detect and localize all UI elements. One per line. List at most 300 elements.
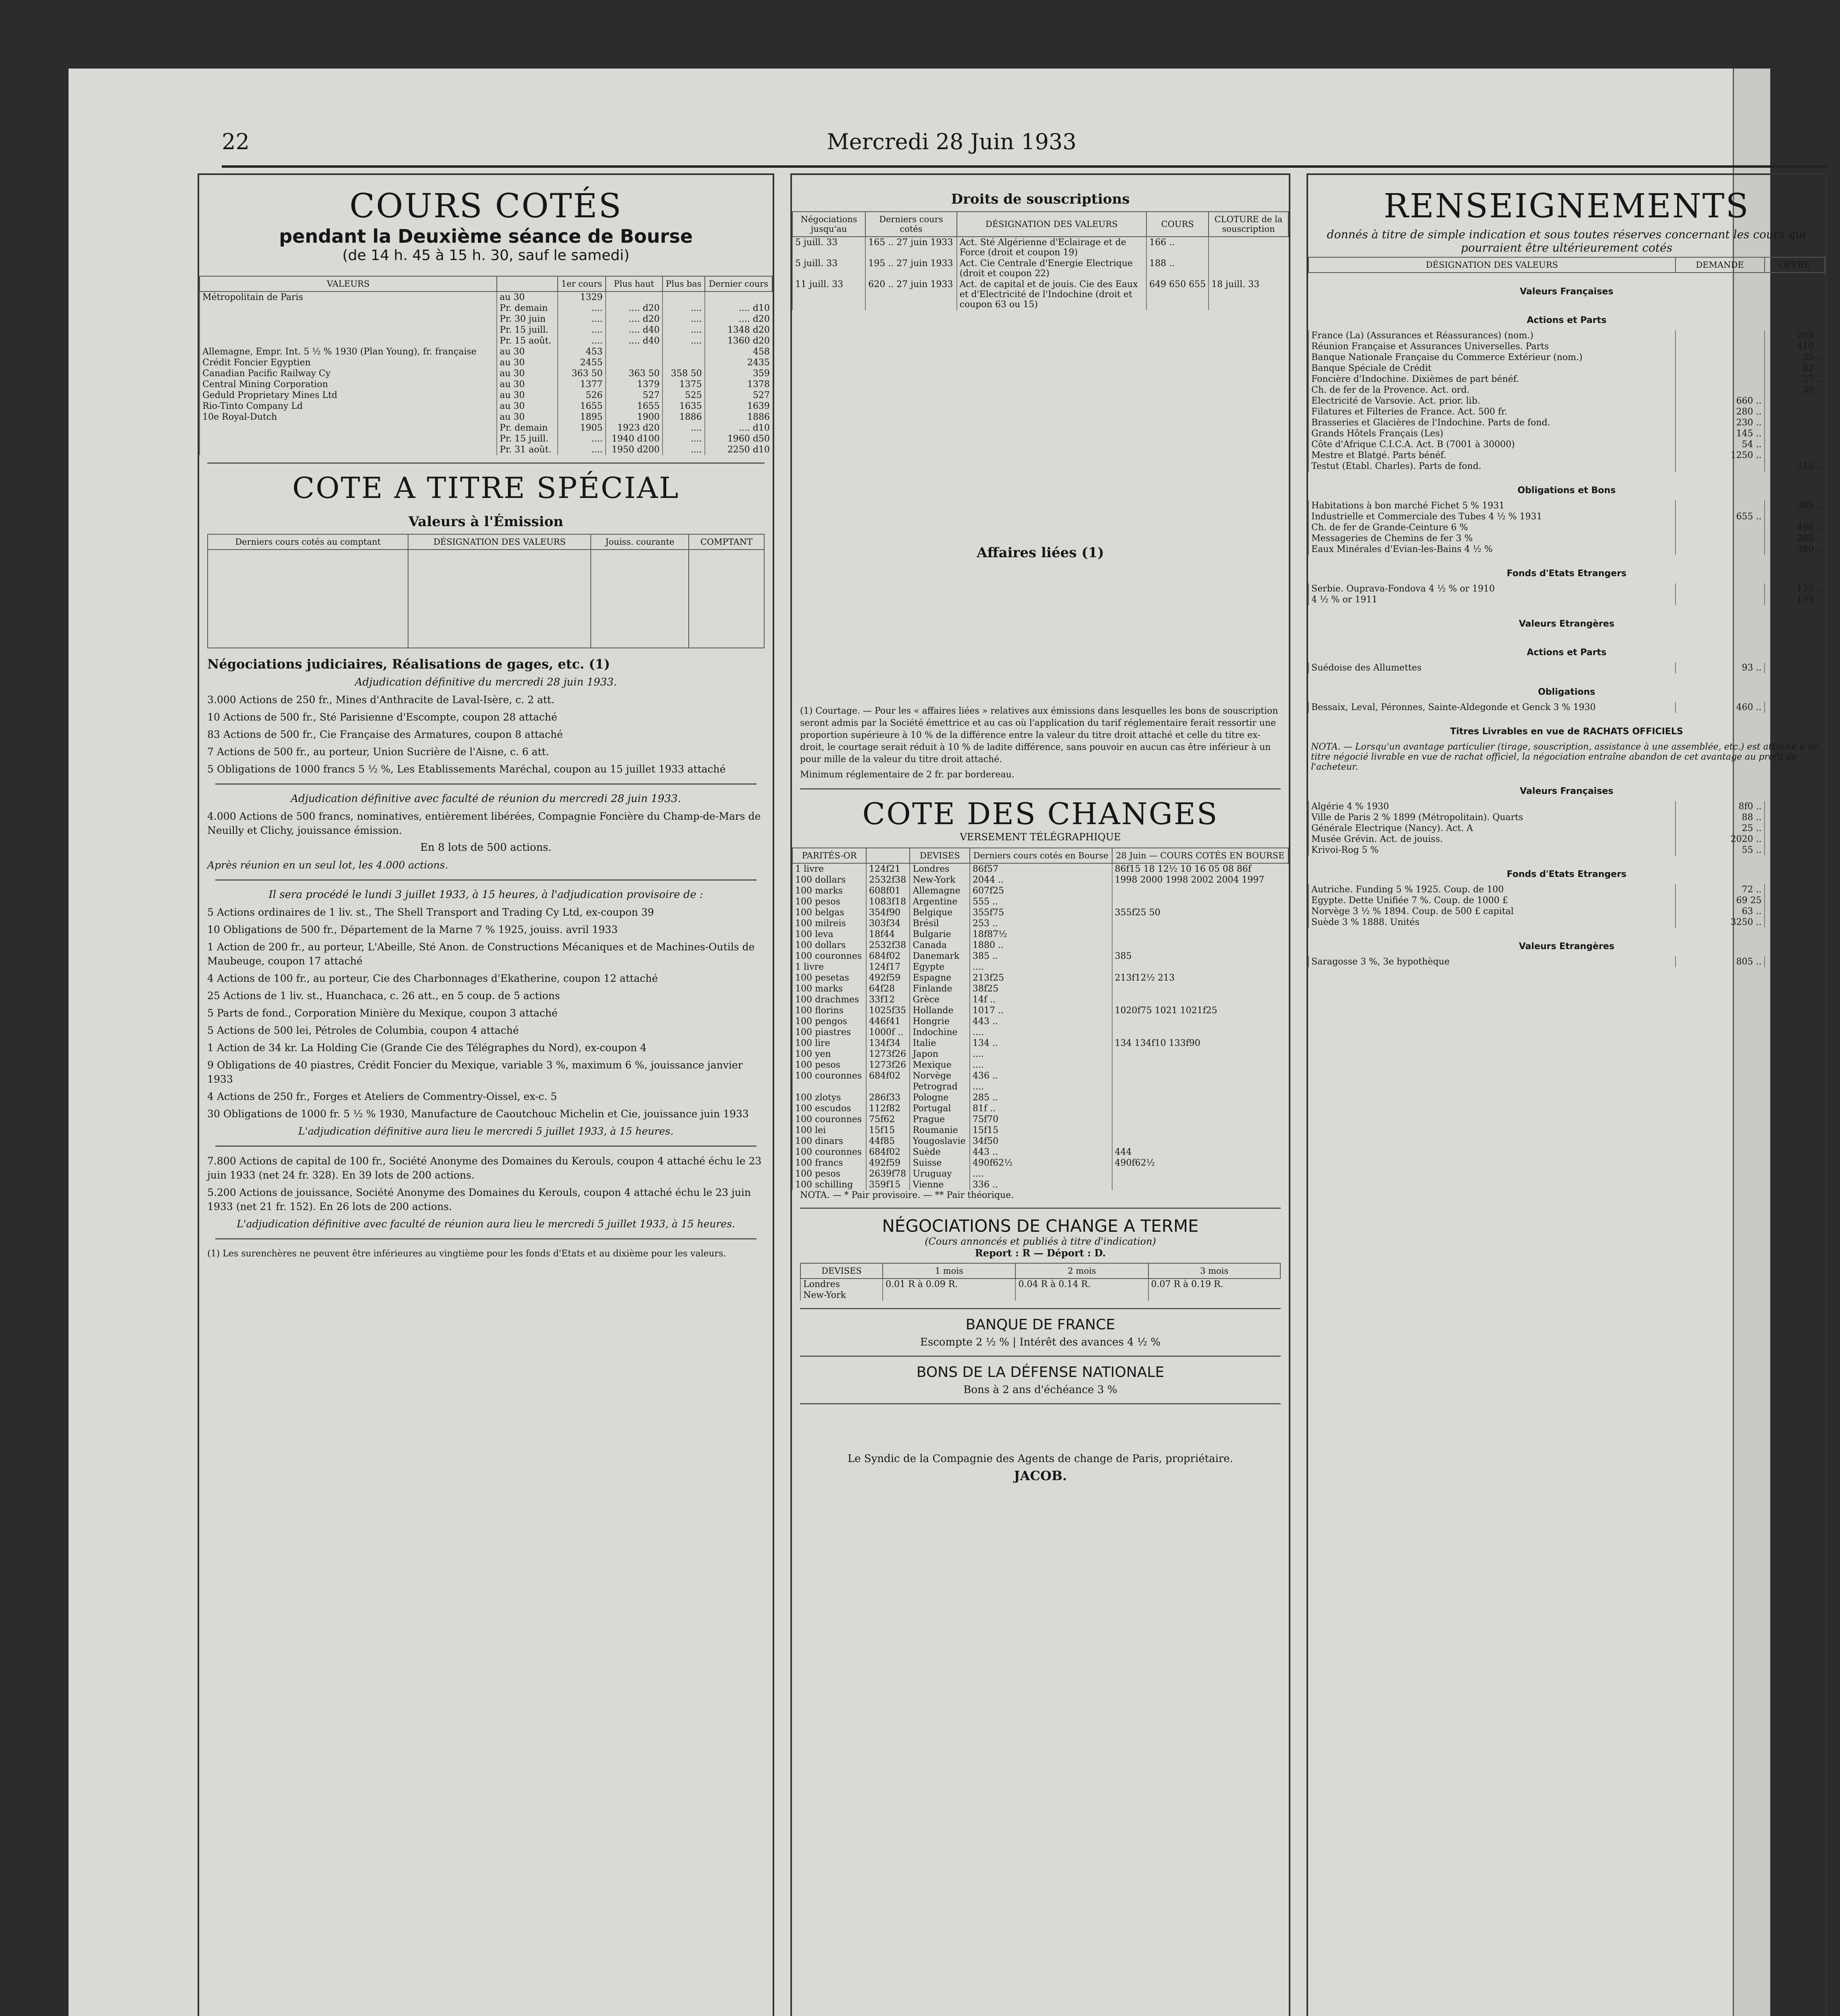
renseignements-cell: 25 ..	[1675, 823, 1765, 834]
affaires-liees-title: Affaires liées (1)	[977, 545, 1104, 561]
renseignements-cell: France (La) (Assurances et Réassurances) (nom.)	[1309, 330, 1675, 341]
changes-cell: 1 livre	[792, 962, 866, 973]
changes-cell: Grèce	[910, 994, 969, 1005]
changes-cell: 385	[1112, 951, 1288, 962]
divider	[800, 788, 1281, 789]
droits-cell: 620 .. 27 juin 1933	[865, 279, 956, 310]
changes-cell: 355f25 50	[1112, 907, 1288, 918]
cours-cotes-cell: ....	[558, 444, 605, 455]
changes-row	[792, 1005, 1288, 1016]
renseignements-cell: 660 ..	[1675, 396, 1765, 406]
changes-row	[792, 885, 1288, 896]
changes-cell: 1880 ..	[970, 940, 1112, 951]
cours-cotes-cell: 2455	[558, 357, 605, 368]
changes-cell: 34f50	[970, 1136, 1112, 1147]
renseignements-row	[1309, 956, 1825, 967]
renseignements-row	[1309, 662, 1825, 673]
renseignements-row	[1309, 439, 1825, 450]
cours-cotes-cell: 527	[705, 390, 772, 401]
cours-cotes-cell: ....	[663, 444, 705, 455]
cours-cotes-cell	[200, 325, 497, 335]
changes-cell	[1112, 1016, 1288, 1027]
renseignements-row	[1309, 884, 1825, 895]
terme-cell: 0.07 R à 0.19 R.	[1148, 1279, 1280, 1290]
renseignements-row	[1309, 823, 1825, 834]
renseignements-title: RENSEIGNEMENTS	[1384, 187, 1750, 225]
cours-cotes-cell: Pr. 31 août.	[497, 444, 558, 455]
changes-cell: 86f57	[970, 863, 1112, 875]
cours-cotes-cell: au 30	[497, 346, 558, 357]
changes-cell: 100 belgas	[792, 907, 866, 918]
cours-cotes-cell	[200, 444, 497, 455]
renseignements-cell	[1765, 895, 1825, 906]
renseignements-row	[1309, 511, 1825, 522]
cours-cotes-cell: .... d20	[606, 314, 663, 325]
cours-cotes-cell: au 30	[497, 379, 558, 390]
changes-cell: 443 ..	[970, 1016, 1112, 1027]
column-renseignements	[1307, 173, 1827, 2016]
terme-header-0: DEVISES	[800, 1263, 883, 1279]
changes-cell: 1017 ..	[970, 1005, 1112, 1016]
changes-cell	[1112, 896, 1288, 907]
renseignements-cell: Autriche. Funding 5 % 1925. Coup. de 100	[1309, 884, 1675, 895]
cours-cotes-cell: au 30	[497, 390, 558, 401]
renseignements-row	[1309, 583, 1825, 594]
changes-cell: Yougoslavie	[910, 1136, 969, 1147]
changes-cell: 33f12	[866, 994, 910, 1005]
masthead	[222, 129, 1682, 161]
changes-row	[792, 962, 1288, 973]
cours-cotes-header-5: Dernier cours	[705, 276, 772, 292]
changes-row	[792, 1049, 1288, 1060]
renseignements-cell: 315 ..	[1765, 461, 1825, 472]
changes-cell: 100 piastres	[792, 1027, 866, 1038]
cours-cotes-cell: ....	[663, 433, 705, 444]
changes-row	[792, 1060, 1288, 1070]
renseignements-cell: Banque Nationale Française du Commerce Extérieur (nom.)	[1309, 352, 1675, 363]
cours-cotes-cell	[200, 423, 497, 433]
section-actions-parts-etrangeres: Actions et Parts	[1527, 648, 1607, 658]
changes-row	[792, 1136, 1288, 1147]
changes-row	[792, 983, 1288, 994]
changes-cell: 684f02	[866, 1070, 910, 1081]
renseignements-row	[1309, 522, 1825, 533]
section-valeurs-francaises: Valeurs Françaises	[1520, 287, 1613, 297]
cours-cotes-cell	[663, 346, 705, 357]
renseignements-cell: 54 ..	[1675, 439, 1765, 450]
terme-row	[800, 1290, 1280, 1301]
renseignements-cell: 38 ..	[1765, 385, 1825, 396]
changes-cell	[1112, 918, 1288, 929]
changes-cell: Finlande	[910, 983, 969, 994]
cours-cotes-subtitle: pendant la Deuxième séance de Bourse	[279, 225, 693, 247]
droits-cell: 188 ..	[1146, 258, 1209, 279]
cours-cotes-cell: 1360 d20	[705, 335, 772, 346]
droits-cell: 166 ..	[1146, 237, 1209, 258]
renseignements-cell: 145 ..	[1675, 428, 1765, 439]
cours-cotes-cell: 1378	[705, 379, 772, 390]
changes-cell: Pologne	[910, 1092, 969, 1103]
droits-header-3: COURS	[1146, 212, 1209, 237]
droits-table	[792, 211, 1289, 310]
changes-cell: Mexique	[910, 1060, 969, 1070]
changes-cell: 213f25	[970, 973, 1112, 983]
renseignements-cell: Electricité de Varsovie. Act. prior. lib.	[1309, 396, 1675, 406]
changes-header-1	[866, 848, 910, 863]
renseignements-cell: 27 ..	[1765, 374, 1825, 385]
cours-cotes-row	[200, 390, 772, 401]
changes-cell: 100 milreis	[792, 918, 866, 929]
changes-cell: Vienne	[910, 1179, 969, 1190]
cours-cotes-cell: Pr. 15 août.	[497, 335, 558, 346]
changes-cell: 44f85	[866, 1136, 910, 1147]
judiciaires-title: Négociations judiciaires, Réalisations de gages, etc. (1)	[207, 656, 610, 672]
cours-cotes-cell: 1940 d100	[606, 433, 663, 444]
cours-cotes-cell: ....	[558, 325, 605, 335]
changes-cell: 354f90	[866, 907, 910, 918]
changes-cell: Espagne	[910, 973, 969, 983]
changes-cell: Suisse	[910, 1158, 969, 1168]
renseignements-cell: 230 ..	[1675, 417, 1765, 428]
droits-cell: 5 juill. 33	[792, 258, 865, 279]
lot-item: 5 Actions ordinaires de 1 liv. st., The Shell Transport and Trading Cy Ltd, ex-coupon 39	[207, 906, 654, 918]
cours-cotes-cell: 1379	[606, 379, 663, 390]
cours-cotes-cell: Pr. demain	[497, 423, 558, 433]
changes-cell: 15f15	[970, 1125, 1112, 1136]
changes-cell: Indochine	[910, 1027, 969, 1038]
renseignements-cell	[1765, 428, 1825, 439]
renseignements-cell: Habitations à bon marché Fichet 5 % 1931	[1309, 500, 1675, 511]
renseignements-cell: Mestre et Blatgé. Parts bénéf.	[1309, 450, 1675, 461]
cours-cotes-cell	[200, 314, 497, 325]
renseignements-cell	[1765, 801, 1825, 812]
renseignements-row	[1309, 702, 1825, 713]
cours-cotes-row	[200, 292, 772, 303]
changes-cell: 100 couronnes	[792, 1147, 866, 1158]
column-changes	[790, 173, 1290, 2016]
cours-cotes-cell	[705, 292, 772, 303]
terme-subtitle: (Cours annoncés et publiés à titre d'indication)	[925, 1236, 1156, 1247]
droits-header-4: CLOTURE de la souscription	[1209, 212, 1288, 237]
cours-cotes-cell: 1960 d50	[705, 433, 772, 444]
changes-cell: Argentine	[910, 896, 969, 907]
renseignements-row	[1309, 450, 1825, 461]
droits-row	[792, 237, 1288, 258]
changes-row	[792, 1147, 1288, 1158]
changes-cell	[1112, 1114, 1288, 1125]
renseignements-row	[1309, 544, 1825, 555]
lots-list-3	[207, 905, 765, 1121]
renseignements-cell	[1765, 702, 1825, 713]
renseignements-cell: Saragosse 3 %, 3e hypothèque	[1309, 956, 1675, 967]
renseignements-cell	[1765, 906, 1825, 917]
renseignements-cell: Krivoi-Rog 5 %	[1309, 845, 1675, 856]
changes-cell	[1112, 1136, 1288, 1147]
renseignements-cell: Musée Grévin. Act. de jouiss.	[1309, 834, 1675, 845]
changes-cell: 1273f26	[866, 1049, 910, 1060]
changes-cell: 112f82	[866, 1103, 910, 1114]
changes-header-3: Derniers cours cotés en Bourse	[970, 848, 1112, 863]
changes-row	[792, 973, 1288, 983]
renseignements-cell	[1765, 884, 1825, 895]
cote-titre-special-title: COTE A TITRE SPÉCIAL	[292, 471, 680, 505]
changes-cell: 18f87½	[970, 929, 1112, 940]
lot-item: 10 Obligations de 500 fr., Département de la Marne 7 % 1925, jouiss. avril 1933	[207, 924, 618, 935]
changes-row	[792, 1125, 1288, 1136]
cours-cotes-cell: 1900	[606, 412, 663, 423]
changes-row	[792, 1016, 1288, 1027]
renseignements-cell: 63 ..	[1675, 906, 1765, 917]
renseignements-cell: Messageries de Chemins de fer 3 %	[1309, 533, 1675, 544]
changes-cell: 124f17	[866, 962, 910, 973]
changes-header-2: DEVISES	[910, 848, 969, 863]
changes-note: NOTA. — * Pair provisoire. — ** Pair théorique.	[800, 1190, 1014, 1200]
changes-cell: ....	[970, 962, 1112, 973]
renseignements-cell: Suédoise des Allumettes	[1309, 662, 1675, 673]
changes-cell	[1112, 940, 1288, 951]
section-rachats-fonds-etrangers: Fonds d'Etats Etrangers	[1507, 869, 1627, 879]
changes-row	[792, 1179, 1288, 1190]
renseignements-cell: 385 ..	[1765, 500, 1825, 511]
cours-cotes-cell: .... d20	[705, 314, 772, 325]
changes-row	[792, 1027, 1288, 1038]
renseignements-cell	[1765, 823, 1825, 834]
changes-cell: 1998 2000 1998 2002 2004 1997	[1112, 875, 1288, 885]
renseignements-cell	[1675, 352, 1765, 363]
cours-cotes-cell: 1655	[606, 401, 663, 412]
changes-row	[792, 1168, 1288, 1179]
lots-list-1	[207, 693, 765, 776]
cours-cotes-cell: .... d10	[705, 423, 772, 433]
changes-cell: Canada	[910, 940, 969, 951]
changes-cell: 100 schilling	[792, 1179, 866, 1190]
divider	[207, 462, 765, 464]
courtage-note: (1) Courtage. — Pour les « affaires liées » relatives aux émissions dans lesquelles les bons de souscription seront admis par la Société émettrice et au cas où l'application du tarif réglementaire ferait ressortir une proportion supérieure à 10 % de la différence entre la valeur du titre droit attaché et celle du titre ex-droit, le courtage serait réduit à 10 % de ladite différence, sans pouvoir en aucun cas être inférieur à un pour mille de la valeur du titre droit attaché.	[800, 706, 1278, 764]
renseignements-row	[1309, 341, 1825, 352]
changes-cell: 1 livre	[792, 863, 866, 875]
renseignements-cell	[1675, 330, 1765, 341]
column-cours-cotes	[198, 173, 774, 2016]
divider	[800, 1356, 1281, 1357]
renseignements-cell: 69 25	[1675, 895, 1765, 906]
syndic-line: Le Syndic de la Compagnie des Agents de change de Paris, propriétaire.	[848, 1453, 1233, 1465]
cours-cotes-cell: 453	[558, 346, 605, 357]
renseignements-cell: 285 ..	[1765, 533, 1825, 544]
cours-cotes-cell: Métropolitain de Paris	[200, 292, 497, 303]
changes-cell: 490f62½	[1112, 1158, 1288, 1168]
changes-cell: 15f15	[866, 1125, 910, 1136]
cours-cotes-header-1	[497, 276, 558, 292]
renseignements-cell: Foncière d'Indochine. Dixièmes de part bénéf.	[1309, 374, 1675, 385]
changes-cell: 100 drachmes	[792, 994, 866, 1005]
syndic-name: JACOB.	[1014, 1468, 1067, 1483]
lot-item: 5 Obligations de 1000 francs 5 ½ %, Les Etablissements Maréchal, coupon au 15 juillet 1933 attaché	[207, 763, 726, 775]
renseignements-cell	[1765, 917, 1825, 928]
cours-cotes-cell: .... d20	[606, 303, 663, 314]
changes-cell: Hollande	[910, 1005, 969, 1016]
cours-cotes-cell: au 30	[497, 368, 558, 379]
changes-cell: 444	[1112, 1147, 1288, 1158]
renseignements-row	[1309, 363, 1825, 374]
changes-cell: 100 francs	[792, 1158, 866, 1168]
terme-cell	[1148, 1290, 1280, 1301]
lot-text-2: 4.000 Actions de 500 francs, nominatives, entièrement libérées, Compagnie Foncière du Champ-de-Mars de Neuilly et Clichy, jouissance émission.	[207, 810, 761, 836]
cours-cotes-cell: 1639	[705, 401, 772, 412]
cours-cotes-row	[200, 314, 772, 325]
droits-cell	[1209, 258, 1288, 279]
rachats-note: NOTA. — Lorsqu'un avantage particulier (tirage, souscription, assistance à une assemblée, etc.) est attaché à un titre négocié livrable en vue de rachat officiel, la négociation entraîne abandon de cet avantage au profit de l'acheteur.	[1311, 742, 1819, 772]
renseignements-header-0: DÉSIGNATION DES VALEURS	[1309, 257, 1675, 273]
cours-cotes-cell: ....	[558, 314, 605, 325]
terme-cell	[883, 1290, 1015, 1301]
cours-cotes-row	[200, 346, 772, 357]
droits-header-1: Derniers cours cotés	[865, 212, 956, 237]
renseignements-cell: 655 ..	[1675, 511, 1765, 522]
section-obligations: Obligations	[1538, 687, 1596, 697]
renseignements-cell: 460 ..	[1675, 702, 1765, 713]
cours-cotes-row	[200, 401, 772, 412]
changes-cell: 100 dollars	[792, 875, 866, 885]
cours-cotes-cell	[200, 335, 497, 346]
divider	[215, 879, 756, 881]
section-fonds-etats-etrangers: Fonds d'Etats Etrangers	[1507, 569, 1627, 579]
changes-cell: Petrograd	[910, 1081, 969, 1092]
changes-cell: 2532f38	[866, 875, 910, 885]
cours-cotes-cell: Canadian Pacific Railway Cy	[200, 368, 497, 379]
changes-cell: 81f ..	[970, 1103, 1112, 1114]
renseignements-cell	[1675, 461, 1765, 472]
changes-cell: 75f62	[866, 1114, 910, 1125]
changes-header-0: PARITÉS-OR	[792, 848, 866, 863]
droits-cell: 165 .. 27 juin 1933	[865, 237, 956, 258]
cours-cotes-cell: 1635	[663, 401, 705, 412]
changes-header-4: 28 Juin — COURS COTÉS EN BOURSE	[1112, 848, 1288, 863]
cours-cotes-cell	[606, 346, 663, 357]
top-rule	[222, 165, 1827, 168]
changes-cell	[1112, 1070, 1288, 1081]
changes-cell: 100 couronnes	[792, 1070, 866, 1081]
cours-cotes-title: COURS COTÉS	[349, 187, 623, 225]
renseignements-cell: Norvège 3 ½ % 1894. Coup. de 500 £ capital	[1309, 906, 1675, 917]
cours-cotes-cell	[606, 292, 663, 303]
changes-cell: 75f70	[970, 1114, 1112, 1125]
changes-cell: 124f21	[866, 863, 910, 875]
bons-defense-title: BONS DE LA DÉFENSE NATIONALE	[916, 1364, 1165, 1381]
renseignements-cell	[1675, 374, 1765, 385]
renseignements-cell: Eaux Minérales d'Evian-les-Bains 4 ½ %	[1309, 544, 1675, 555]
renseignements-cell	[1765, 812, 1825, 823]
changes-cell	[1112, 1060, 1288, 1070]
renseignements-row	[1309, 845, 1825, 856]
renseignements-cell: 88 ..	[1675, 812, 1765, 823]
changes-cell	[1112, 1092, 1288, 1103]
renseignements-row	[1309, 406, 1825, 417]
cours-cotes-cell	[663, 357, 705, 368]
renseignements-row	[1309, 417, 1825, 428]
changes-cell: ....	[970, 1168, 1112, 1179]
changes-cell: 1020f75 1021 1021f25	[1112, 1005, 1288, 1016]
changes-cell: Hongrie	[910, 1016, 969, 1027]
kerouls-lot-1: 7.800 Actions de capital de 100 fr., Société Anonyme des Domaines du Kerouls, coupon 4 attaché échu le 23 juin 1933 (net 24 fr. 328). En 39 lots de 200 actions.	[207, 1155, 762, 1181]
renseignements-cell: 72 ..	[1675, 884, 1765, 895]
droits-header-2: DÉSIGNATION DES VALEURS	[957, 212, 1147, 237]
cours-cotes-cell: au 30	[497, 357, 558, 368]
cours-cotes-cell: 358 50	[663, 368, 705, 379]
changes-cell: 2532f38	[866, 940, 910, 951]
cote-des-changes-title: COTE DES CHANGES	[862, 797, 1219, 831]
changes-cell: 100 pesos	[792, 896, 866, 907]
renseignements-cell	[1675, 385, 1765, 396]
renseignements-cell: 135 ..	[1765, 594, 1825, 605]
adjudication-heading-2: Adjudication définitive avec faculté de réunion du mercredi 28 juin 1933.	[291, 793, 681, 805]
changes-cell	[1112, 1027, 1288, 1038]
emission-header-2: Jouiss. courante	[591, 534, 689, 550]
cours-cotes-cell: 527	[606, 390, 663, 401]
renseignements-row	[1309, 352, 1825, 363]
changes-cell: Allemagne	[910, 885, 969, 896]
cours-cotes-row	[200, 335, 772, 346]
terme-row	[800, 1279, 1280, 1290]
emission-header-0: Derniers cours cotés au comptant	[208, 534, 408, 550]
lot-item: 1 Action de 34 kr. La Holding Cie (Grande Cie des Télégraphes du Nord), ex-coupon 4	[207, 1042, 647, 1054]
changes-row	[792, 907, 1288, 918]
terme-header-3: 3 mois	[1148, 1263, 1280, 1279]
renseignements-cell: 205 ..	[1765, 330, 1825, 341]
changes-cell: 86f15 18 12½ 10 16 05 08 86f	[1112, 863, 1288, 875]
renseignements-cell: 55 ..	[1675, 845, 1765, 856]
emission-header-1: DÉSIGNATION DES VALEURS	[408, 534, 591, 550]
changes-row	[792, 1114, 1288, 1125]
renseignements-cell: 490 ..	[1765, 522, 1825, 533]
minimum-note: Minimum réglementaire de 2 fr. par bordereau.	[800, 770, 1015, 780]
renseignements-cell: Ch. de fer de la Provence. Act. ord.	[1309, 385, 1675, 396]
cours-cotes-cell: ....	[663, 314, 705, 325]
emission-header-3: COMPTANT	[689, 534, 764, 550]
droits-header-0: Négociations jusqu'au	[792, 212, 865, 237]
terme-cell: New-York	[800, 1290, 883, 1301]
changes-cell: 100 leva	[792, 929, 866, 940]
changes-cell: 100 dollars	[792, 940, 866, 951]
emission-title: Valeurs à l'Émission	[408, 514, 564, 530]
changes-cell: 134 ..	[970, 1038, 1112, 1049]
renseignements-cell	[1675, 341, 1765, 352]
cours-cotes-cell: au 30	[497, 401, 558, 412]
droits-row	[792, 258, 1288, 279]
changes-cell: Prague	[910, 1114, 969, 1125]
cours-cotes-cell: Pr. 15 juill.	[497, 325, 558, 335]
lot-item: 30 Obligations de 1000 fr. 5 ½ % 1930, Manufacture de Caoutchouc Michelin et Cie, jouissance juin 1933	[207, 1108, 749, 1120]
changes-cell	[792, 1081, 866, 1092]
renseignements-cell: 805 ..	[1675, 956, 1765, 967]
cours-cotes-cell: 10e Royal-Dutch	[200, 412, 497, 423]
droits-cell: 195 .. 27 juin 1933	[865, 258, 956, 279]
renseignements-header-1: DEMANDE	[1675, 257, 1765, 273]
cours-cotes-cell: 1329	[558, 292, 605, 303]
renseignements-cell: Ch. de fer de Grande-Ceinture 6 %	[1309, 522, 1675, 533]
renseignements-row	[1309, 895, 1825, 906]
changes-cell	[866, 1081, 910, 1092]
section-rachats-officiels: Titres Livrables en vue de RACHATS OFFICIELS	[1450, 727, 1683, 737]
cours-cotes-cell: au 30	[497, 292, 558, 303]
renseignements-cell	[1765, 439, 1825, 450]
changes-cell: 286f33	[866, 1092, 910, 1103]
renseignements-cell	[1675, 500, 1765, 511]
changes-cell: Danemark	[910, 951, 969, 962]
changes-cell: 684f02	[866, 951, 910, 962]
lot-item: 4 Actions de 100 fr., au porteur, Cie des Charbonnages d'Ekatherine, coupon 12 attaché	[207, 973, 658, 984]
cours-cotes-cell: 525	[663, 390, 705, 401]
renseignements-cell: 1250 ..	[1675, 450, 1765, 461]
